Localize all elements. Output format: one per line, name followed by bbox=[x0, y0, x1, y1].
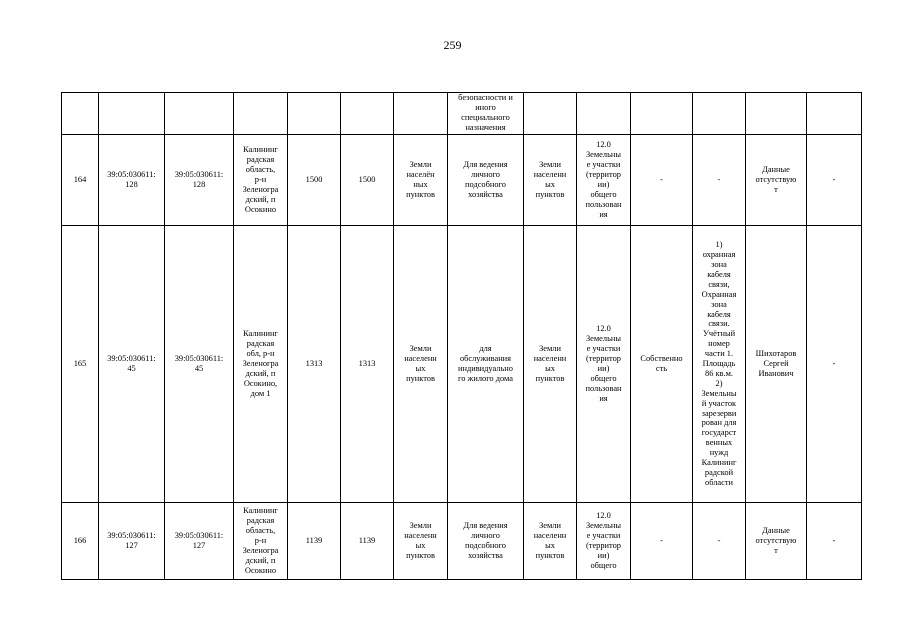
area-cell: 1139 bbox=[288, 503, 341, 580]
table-cell bbox=[693, 93, 746, 135]
zone-code-cell: 12.0 Земельны е участки (территор ии) общего пользован ия bbox=[577, 135, 631, 226]
note-cell: - bbox=[807, 135, 862, 226]
owner-cell: Шихотаров Сергей Иванович bbox=[746, 226, 807, 503]
right-type-cell: - bbox=[631, 503, 693, 580]
table-row bbox=[62, 226, 862, 503]
row-number-cell: 164 bbox=[62, 135, 99, 226]
table-row-continuation bbox=[62, 93, 862, 135]
cadastral-number-cell: 39:05:030611: 128 bbox=[165, 135, 234, 226]
land-category-cell: Земли населенн ых пунктов bbox=[524, 135, 577, 226]
permitted-use-cell: для обслуживания индивидуально го жилого дома bbox=[448, 226, 524, 503]
land-category-cell: Земли населенн ых пунктов bbox=[524, 503, 577, 580]
land-category-cell: Земли населён ных пунктов bbox=[394, 135, 448, 226]
table-cell bbox=[394, 93, 448, 135]
cadastral-number-cell: 39:05:030611: 45 bbox=[99, 226, 165, 503]
table-cell bbox=[99, 93, 165, 135]
table-row bbox=[62, 135, 862, 226]
area-cell: 1500 bbox=[341, 135, 394, 226]
land-category-cell: Земли населенн ых пунктов bbox=[524, 226, 577, 503]
land-registry-table bbox=[61, 92, 862, 580]
table-cell bbox=[62, 93, 99, 135]
address-cell: Калининг радская область, р-н Зеленогра дский, п Осокино bbox=[234, 503, 288, 580]
area-cell: 1313 bbox=[341, 226, 394, 503]
table-cell bbox=[165, 93, 234, 135]
land-category-cell: Земли населенн ых пунктов bbox=[394, 503, 448, 580]
table-cell bbox=[341, 93, 394, 135]
cadastral-number-cell: 39:05:030611: 128 bbox=[99, 135, 165, 226]
note-cell: - bbox=[807, 226, 862, 503]
owner-cell: Данные отсутствую т bbox=[746, 135, 807, 226]
right-type-cell: - bbox=[631, 135, 693, 226]
table-row bbox=[62, 503, 862, 580]
owner-cell: Данные отсутствую т bbox=[746, 503, 807, 580]
page-number: 259 bbox=[443, 38, 462, 52]
table-cell bbox=[288, 93, 341, 135]
zone-code-cell: 12.0 Земельны е участки (территор ии) общего пользован ия bbox=[577, 226, 631, 503]
right-type-cell: Собственно сть bbox=[631, 226, 693, 503]
table-cell bbox=[577, 93, 631, 135]
land-category-cell: Земли населенн ых пунктов bbox=[394, 226, 448, 503]
table-cell bbox=[234, 93, 288, 135]
encumbrance-cell: 1) охранная зона кабеля связи, Охранная зона кабеля связи. Учётный номер части 1. Площадь 86 кв.м. 2) Земельны й участок зарезерви рован для государст венных нужд Калининг радской области bbox=[693, 226, 746, 503]
cadastral-number-cell: 39:05:030611: 127 bbox=[165, 503, 234, 580]
row-number-cell: 166 bbox=[62, 503, 99, 580]
area-cell: 1500 bbox=[288, 135, 341, 226]
table-cell bbox=[524, 93, 577, 135]
address-cell: Калининг радская обл, р-н Зеленогра дский, п Осокино, дом 1 bbox=[234, 226, 288, 503]
table-cell bbox=[746, 93, 807, 135]
note-cell: - bbox=[807, 503, 862, 580]
table-cell: безопасности и иного специального назначения bbox=[448, 93, 524, 135]
table-cell bbox=[631, 93, 693, 135]
encumbrance-cell: - bbox=[693, 135, 746, 226]
row-number-cell: 165 bbox=[62, 226, 99, 503]
cadastral-number-cell: 39:05:030611: 127 bbox=[99, 503, 165, 580]
area-cell: 1139 bbox=[341, 503, 394, 580]
permitted-use-cell: Для ведения личного подсобного хозяйства bbox=[448, 503, 524, 580]
permitted-use-cell: Для ведения личного подсобного хозяйства bbox=[448, 135, 524, 226]
cadastral-number-cell: 39:05:030611: 45 bbox=[165, 226, 234, 503]
address-cell: Калининг радская область, р-н Зеленогра дский, п Осокино bbox=[234, 135, 288, 226]
table-cell bbox=[807, 93, 862, 135]
area-cell: 1313 bbox=[288, 226, 341, 503]
encumbrance-cell: - bbox=[693, 503, 746, 580]
zone-code-cell: 12.0 Земельны е участки (территор ии) общего bbox=[577, 503, 631, 580]
